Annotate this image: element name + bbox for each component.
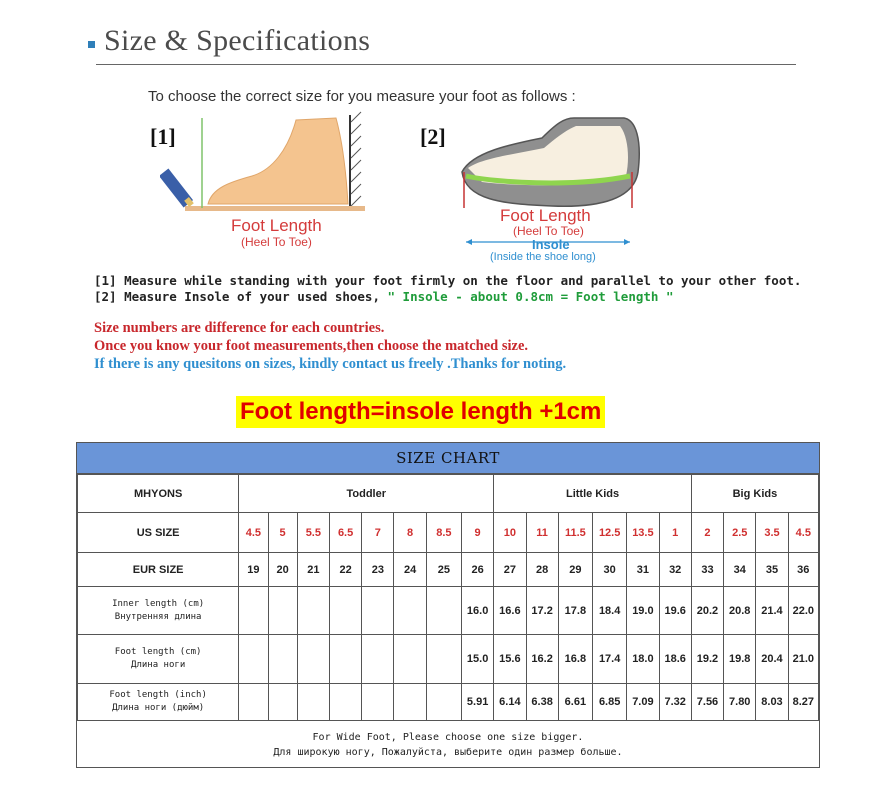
- foot-length-inch-cell: 7.09: [627, 684, 659, 721]
- us-size-cell: 6.5: [329, 513, 361, 553]
- us-size-cell: 8: [394, 513, 426, 553]
- eur-size-cell: 28: [526, 553, 558, 587]
- us-size-cell: 1: [659, 513, 691, 553]
- foot-length-cm-cell: [268, 635, 297, 684]
- note-matched-size: Once you know your foot measurements,then choose the matched size.: [94, 338, 529, 354]
- foot-length-inch-cell: 7.32: [659, 684, 691, 721]
- us-size-cell: 5.5: [297, 513, 329, 553]
- inner-length-cell: 19.6: [659, 587, 691, 635]
- foot-length-cm-cell: 21.0: [788, 635, 818, 684]
- heading-bullet-icon: [88, 41, 95, 48]
- foot-length-inch-cell: 7.56: [691, 684, 723, 721]
- foot-length-inch-cell: [297, 684, 329, 721]
- us-size-cell: 4.5: [788, 513, 818, 553]
- inner-length-cell: 16.0: [461, 587, 493, 635]
- wide-foot-note: [77, 720, 819, 767]
- us-size-cell: 8.5: [426, 513, 461, 553]
- inner-length-cell: 20.2: [691, 587, 723, 635]
- note-contact: If there is any quesitons on sizes, kindly contact us freely .Thanks for noting.: [94, 356, 567, 372]
- foot-length-inch-label-ru: Длина ноги (дюйм): [112, 703, 205, 713]
- foot-length-cm-cell: 17.4: [593, 635, 627, 684]
- foot-length-cm-cell: 15.6: [494, 635, 526, 684]
- inner-length-label: [78, 587, 239, 635]
- step-1-text: [1] Measure while standing with your foot firmly on the floor and parallel to your other foot.: [94, 273, 802, 288]
- insole-title: Insole: [532, 237, 570, 252]
- us-size-label: US SIZE: [78, 513, 239, 553]
- inner-length-cell: 16.6: [494, 587, 526, 635]
- us-size-cell: 13.5: [627, 513, 659, 553]
- eur-size-cell: 36: [788, 553, 818, 587]
- inner-length-cell: [239, 587, 268, 635]
- us-size-cell: 11: [526, 513, 558, 553]
- step-2-highlight: " Insole - about 0.8cm = Foot length ": [387, 289, 674, 304]
- inner-length-cell: [362, 587, 394, 635]
- us-size-cell: 11.5: [558, 513, 592, 553]
- figure-2-subtitle: (Heel To Toe): [513, 224, 584, 238]
- eur-size-label: EUR SIZE: [78, 553, 239, 587]
- foot-length-inch-row: [78, 684, 819, 721]
- foot-length-cm-cell: [297, 635, 329, 684]
- foot-length-inch-cell: 6.61: [558, 684, 592, 721]
- wide-foot-note-en: For Wide Foot, Please choose one size bigger.: [312, 732, 584, 743]
- inner-length-cell: 21.4: [756, 587, 788, 635]
- us-size-cell: 7: [362, 513, 394, 553]
- eur-size-cell: 25: [426, 553, 461, 587]
- foot-length-inch-cell: [329, 684, 361, 721]
- us-size-cell: 2: [691, 513, 723, 553]
- foot-length-inch-cell: 6.38: [526, 684, 558, 721]
- eur-size-cell: 26: [461, 553, 493, 587]
- eur-size-cell: 34: [724, 553, 756, 587]
- note-countries: Size numbers are difference for each countries.: [94, 320, 385, 336]
- foot-length-cm-cell: 19.8: [724, 635, 756, 684]
- foot-length-cm-cell: 16.8: [558, 635, 592, 684]
- foot-length-cm-cell: [329, 635, 361, 684]
- us-size-cell: 4.5: [239, 513, 268, 553]
- eur-size-cell: 33: [691, 553, 723, 587]
- eur-size-cell: 20: [268, 553, 297, 587]
- insole-subtitle: (Inside the shoe long): [490, 251, 596, 263]
- foot-length-inch-cell: 7.80: [724, 684, 756, 721]
- eur-size-cell: 24: [394, 553, 426, 587]
- us-size-cell: 10: [494, 513, 526, 553]
- inner-length-cell: 22.0: [788, 587, 818, 635]
- group-row: [78, 475, 819, 513]
- foot-length-cm-cell: 18.6: [659, 635, 691, 684]
- size-chart: [76, 442, 820, 768]
- inner-length-cell: 19.0: [627, 587, 659, 635]
- foot-length-inch-cell: 8.27: [788, 684, 818, 721]
- foot-length-inch-label: [78, 684, 239, 721]
- foot-length-cm-row: [78, 635, 819, 684]
- foot-length-cm-cell: 19.2: [691, 635, 723, 684]
- eur-size-cell: 22: [329, 553, 361, 587]
- group-toddler: Toddler: [239, 475, 494, 513]
- foot-length-inch-cell: 6.14: [494, 684, 526, 721]
- eur-size-cell: 19: [239, 553, 268, 587]
- eur-size-cell: 35: [756, 553, 788, 587]
- foot-length-inch-cell: [426, 684, 461, 721]
- foot-length-inch-cell: 6.85: [593, 684, 627, 721]
- foot-length-inch-cell: 5.91: [461, 684, 493, 721]
- foot-length-cm-label-en: Foot length (cm): [114, 647, 202, 657]
- step-1: [94, 273, 801, 288]
- figure-2-label: [2]: [420, 124, 446, 149]
- inner-length-cell: 20.8: [724, 587, 756, 635]
- eur-size-cell: 21: [297, 553, 329, 587]
- us-size-row: [78, 513, 819, 553]
- us-size-cell: 12.5: [593, 513, 627, 553]
- foot-length-inch-cell: [239, 684, 268, 721]
- eur-size-cell: 32: [659, 553, 691, 587]
- size-chart-title: SIZE CHART: [77, 443, 819, 474]
- foot-length-cm-label: [78, 635, 239, 684]
- eur-size-cell: 23: [362, 553, 394, 587]
- figure-1-title: Foot Length: [231, 216, 322, 235]
- foot-length-inch-cell: 8.03: [756, 684, 788, 721]
- inner-length-cell: [268, 587, 297, 635]
- inner-length-cell: 18.4: [593, 587, 627, 635]
- foot-length-cm-cell: 15.0: [461, 635, 493, 684]
- figure-1-label: [1]: [150, 124, 176, 149]
- group-little-kids: Little Kids: [494, 475, 692, 513]
- foot-length-banner: Foot length=insole length +1cm: [236, 396, 605, 428]
- foot-length-cm-cell: [426, 635, 461, 684]
- us-size-cell: 2.5: [724, 513, 756, 553]
- brand-label: MHYONS: [78, 475, 239, 513]
- us-size-cell: 3.5: [756, 513, 788, 553]
- measure-instruction: To choose the correct size for you measure your foot as follows :: [148, 88, 576, 105]
- figure-1-subtitle: (Heel To Toe): [241, 235, 312, 249]
- section-heading: Size & Specifications: [104, 24, 371, 57]
- foot-length-inch-cell: [362, 684, 394, 721]
- inner-length-label-ru: Внутренняя длина: [114, 611, 202, 622]
- inner-length-cell: [329, 587, 361, 635]
- step-2: [94, 289, 673, 304]
- inner-length-row: [78, 587, 819, 635]
- eur-size-cell: 29: [558, 553, 592, 587]
- eur-size-row: [78, 553, 819, 587]
- foot-length-cm-cell: 16.2: [526, 635, 558, 684]
- eur-size-cell: 31: [627, 553, 659, 587]
- size-chart-table: [77, 474, 819, 721]
- inner-length-cell: 17.2: [526, 587, 558, 635]
- inner-length-cell: [426, 587, 461, 635]
- inner-length-cell: [297, 587, 329, 635]
- heading-divider: [96, 64, 796, 65]
- foot-length-inch-cell: [394, 684, 426, 721]
- foot-length-inch-label-en: Foot length (inch): [109, 690, 207, 700]
- eur-size-cell: 30: [593, 553, 627, 587]
- figure-2-title: Foot Length: [500, 206, 591, 225]
- us-size-cell: 5: [268, 513, 297, 553]
- foot-length-cm-cell: 20.4: [756, 635, 788, 684]
- foot-length-cm-cell: 18.0: [627, 635, 659, 684]
- foot-length-cm-cell: [362, 635, 394, 684]
- foot-length-cm-cell: [239, 635, 268, 684]
- inner-length-cell: [394, 587, 426, 635]
- foot-length-inch-cell: [268, 684, 297, 721]
- wide-foot-note-ru: Для широкую ногу, Пожалуйста, выберите один размер больше.: [273, 747, 623, 758]
- us-size-cell: 9: [461, 513, 493, 553]
- foot-length-cm-cell: [394, 635, 426, 684]
- eur-size-cell: 27: [494, 553, 526, 587]
- inner-length-cell: 17.8: [558, 587, 592, 635]
- step-2-text: [2] Measure Insole of your used shoes,: [94, 289, 388, 304]
- foot-length-cm-label-ru: Длина ноги: [131, 660, 186, 670]
- group-big-kids: Big Kids: [691, 475, 818, 513]
- inner-length-label-en: Inner length (cm): [112, 598, 205, 609]
